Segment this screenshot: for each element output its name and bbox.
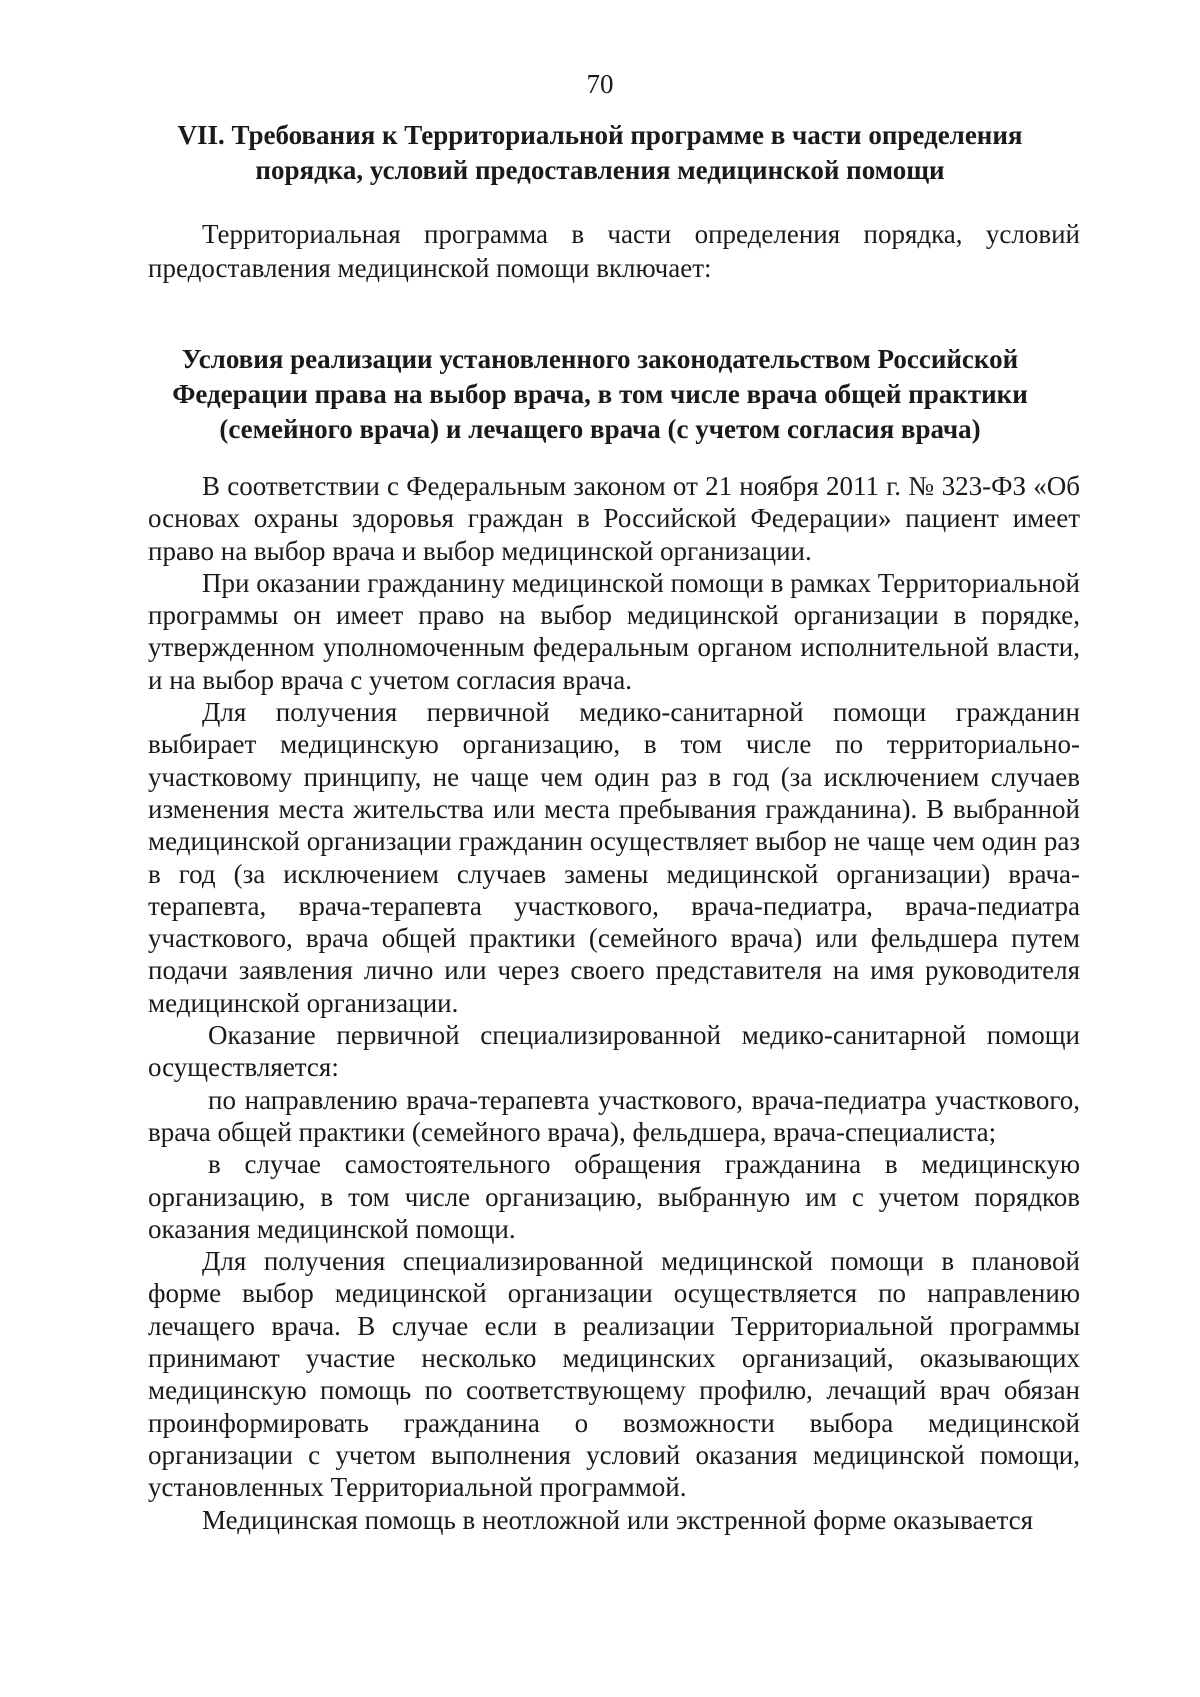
section-heading: [0, 118, 1200, 188]
intro-block: [148, 217, 1080, 285]
paragraph: Медицинская помощь в неотложной или экстренной форме оказывается: [202, 1504, 1033, 1535]
paragraph: Оказание первичной специализированной медико-санитарной помощи осуществляется:: [148, 1020, 1080, 1083]
section-heading-line: VII. Требования к Территориальной программе в части определения: [177, 120, 1023, 150]
page-number: 70: [586, 69, 614, 99]
section-heading-line: порядка, условий предоставления медицинской помощи: [255, 155, 945, 185]
paragraph: в случае самостоятельного обращения гражданина в медицинскую организацию, в том числе организацию, выбранную им с учетом порядков оказания медицинской помощи.: [148, 1149, 1080, 1244]
subsection-heading-line: (семейного врача) и лечащего врача (с учетом согласия врача): [219, 414, 981, 444]
intro-paragraph: Территориальная программа в части определения порядка, условий предоставления медицинской помощи включает:: [148, 219, 1080, 283]
main-text: [148, 470, 1080, 1536]
subsection-heading-line: Федерации права на выбор врача, в том числе врача общей практики: [172, 379, 1028, 409]
paragraph: В соответствии с Федеральным законом от 21 ноября 2011 г. № 323-ФЗ «Об основах охраны здоровья граждан в Российской Федерации» пациент имеет право на выбор врача и выбор медицинской организации.: [148, 471, 1080, 566]
paragraph: по направлению врача-терапевта участкового, врача-педиатра участкового, врача общей практики (семейного врача), фельдшера, врача-специалиста;: [148, 1084, 1080, 1147]
subsection-heading-line: Условия реализации установленного законодательством Российской: [181, 344, 1019, 374]
subsection-heading: [0, 342, 1200, 447]
paragraph: Для получения специализированной медицинской помощи в плановой форме выбор медицинской организации осуществляется по направлению лечащего врача. В случае если в реализации Территориальной программы принимают участие несколько медицинских организаций, оказывающих медицинскую помощь по соответствующему профилю, лечащий врач обязан проинформировать гражданина о возможности выбора медицинской организации с учетом выполнения условий оказания медицинской помощи, установленных Территориальной программой.: [148, 1246, 1080, 1503]
paragraph: При оказании гражданину медицинской помощи в рамках Территориальной программы он имеет право на выбор медицинской организации в порядке, утвержденном уполномоченным федеральным органом исполнительной власти, и на выбор врача с учетом согласия врача.: [148, 567, 1080, 695]
paragraph: Для получения первичной медико-санитарной помощи гражданин выбирает медицинскую организацию, в том числе по территориально-участковому принципу, не чаще чем один раз в год (за исключением случаев изменения места жительства или места пребывания гражданина). В выбранной медицинской организации гражданин осуществляет выбор не чаще чем один раз в год (за исключением случаев замены медицинской организации) врача-терапевта, врача-терапевта участкового, врача-педиатра, врача-педиатра участкового, врача общей практики (семейного врача) или фельдшера путем подачи заявления лично или через своего представителя на имя руководителя медицинской организации.: [148, 697, 1080, 1018]
